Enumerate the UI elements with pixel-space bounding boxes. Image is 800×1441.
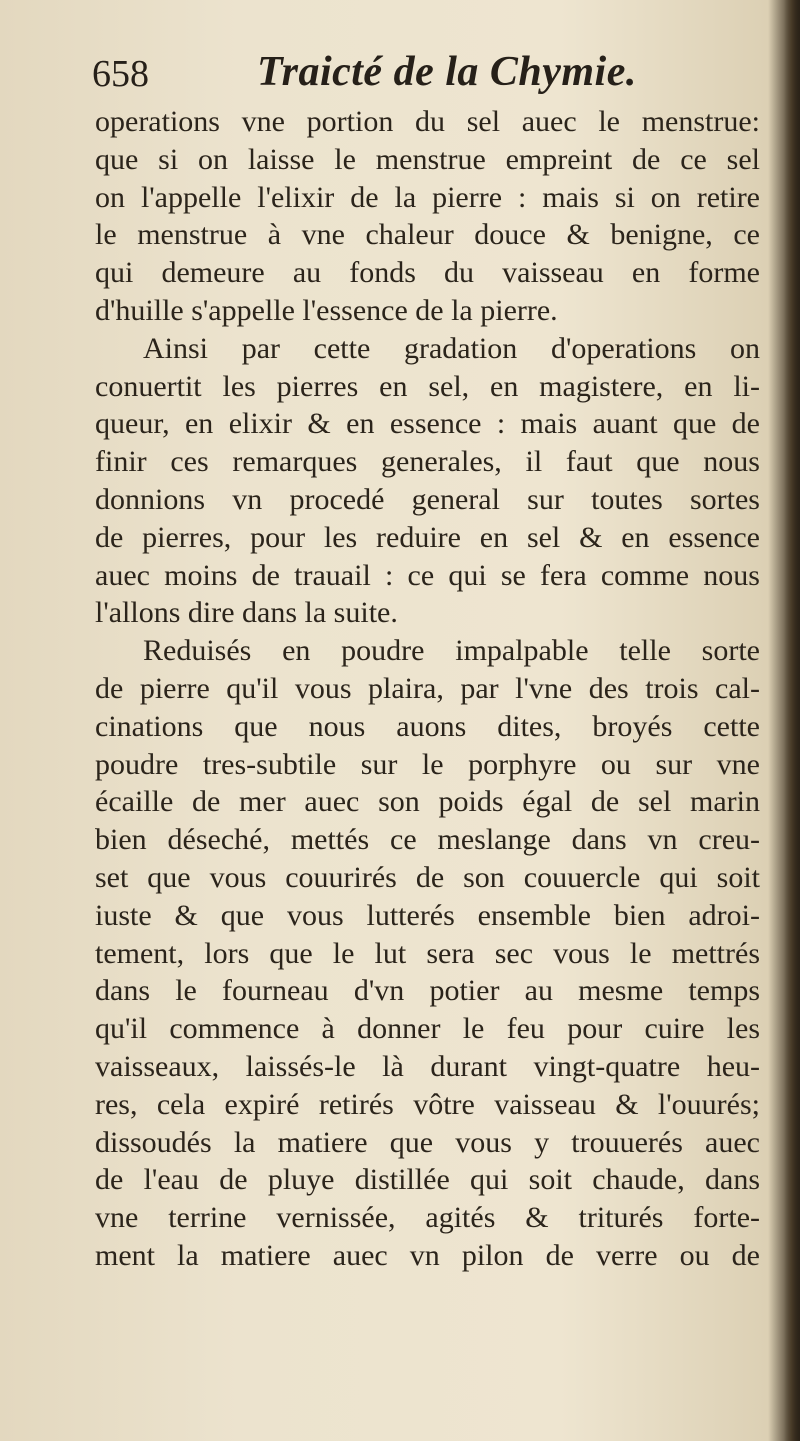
text-line: de pierres, pour les reduire en sel & en essence (95, 520, 760, 554)
text-line: vne terrine vernissée, agités & triturés forte- (95, 1201, 760, 1235)
text-line: de l'eau de pluye distillée qui soit chaude, dans (95, 1163, 760, 1197)
page-number: 658 (92, 53, 149, 95)
text-line: d'huille s'appelle l'essence de la pierre. (95, 293, 558, 327)
text-line: on l'appelle l'elixir de la pierre : mais si on retire (95, 180, 760, 214)
text-line: donnions vn procedé general sur toutes sortes (95, 482, 760, 516)
text-line: cinations que nous auons dites, broyés cette (95, 709, 760, 743)
paragraph-start-line: Ainsi par cette gradation d'operations on (143, 331, 760, 365)
text-line: queur, en elixir & en essence : mais auant que de (95, 407, 760, 441)
page-edge-shadow (784, 0, 800, 1441)
text-line: finir ces remarques generales, il faut que nous (95, 445, 760, 479)
text-line: conuertit les pierres en sel, en magistere, en li- (95, 369, 760, 403)
text-line: operations vne portion du sel auec le menstrue: (95, 105, 760, 138)
text-line: l'allons dire dans la suite. (95, 596, 398, 630)
text-line: ment la matiere auec vn pilon de verre ou de (95, 1238, 760, 1272)
text-line: qui demeure au fonds du vaisseau en forme (95, 256, 760, 290)
text-line: écaille de mer auec son poids égal de sel marin (95, 785, 760, 819)
text-line: poudre tres-subtile sur le porphyre ou sur vne (95, 747, 760, 781)
running-title: Traicté de la Chymie. (257, 49, 637, 95)
text-line: iuste & que vous lutterés ensemble bien adroi- (95, 898, 760, 932)
paragraph-start-line: Reduisés en poudre impalpable telle sorte (143, 634, 760, 668)
text-line: res, cela expiré retirés vôtre vaisseau & l'ouurés; (95, 1087, 760, 1121)
text-line: dans le fourneau d'vn potier au mesme temps (95, 974, 760, 1008)
text-line: que si on laisse le menstrue empreint de ce sel (95, 142, 760, 176)
page-header (92, 48, 692, 98)
text-line: de pierre qu'il vous plaira, par l'vne des trois cal- (95, 671, 760, 705)
body-text (95, 103, 760, 1275)
text-line: tement, lors que le lut sera sec vous le mettrés (95, 936, 760, 970)
text-line: bien déseché, mettés ce meslange dans vn creu- (95, 823, 760, 857)
text-line: dissoudés la matiere que vous y trouuerés auec (95, 1125, 760, 1159)
text-line: auec moins de trauail : ce qui se fera comme nous (95, 558, 760, 592)
text-line: vaisseaux, laissés-le là durant vingt-quatre heu- (95, 1049, 760, 1083)
text-line: le menstrue à vne chaleur douce & benigne, ce (95, 218, 760, 252)
text-line: set que vous couurirés de son couuercle qui soit (95, 860, 760, 894)
text-line: qu'il commence à donner le feu pour cuire les (95, 1012, 760, 1046)
